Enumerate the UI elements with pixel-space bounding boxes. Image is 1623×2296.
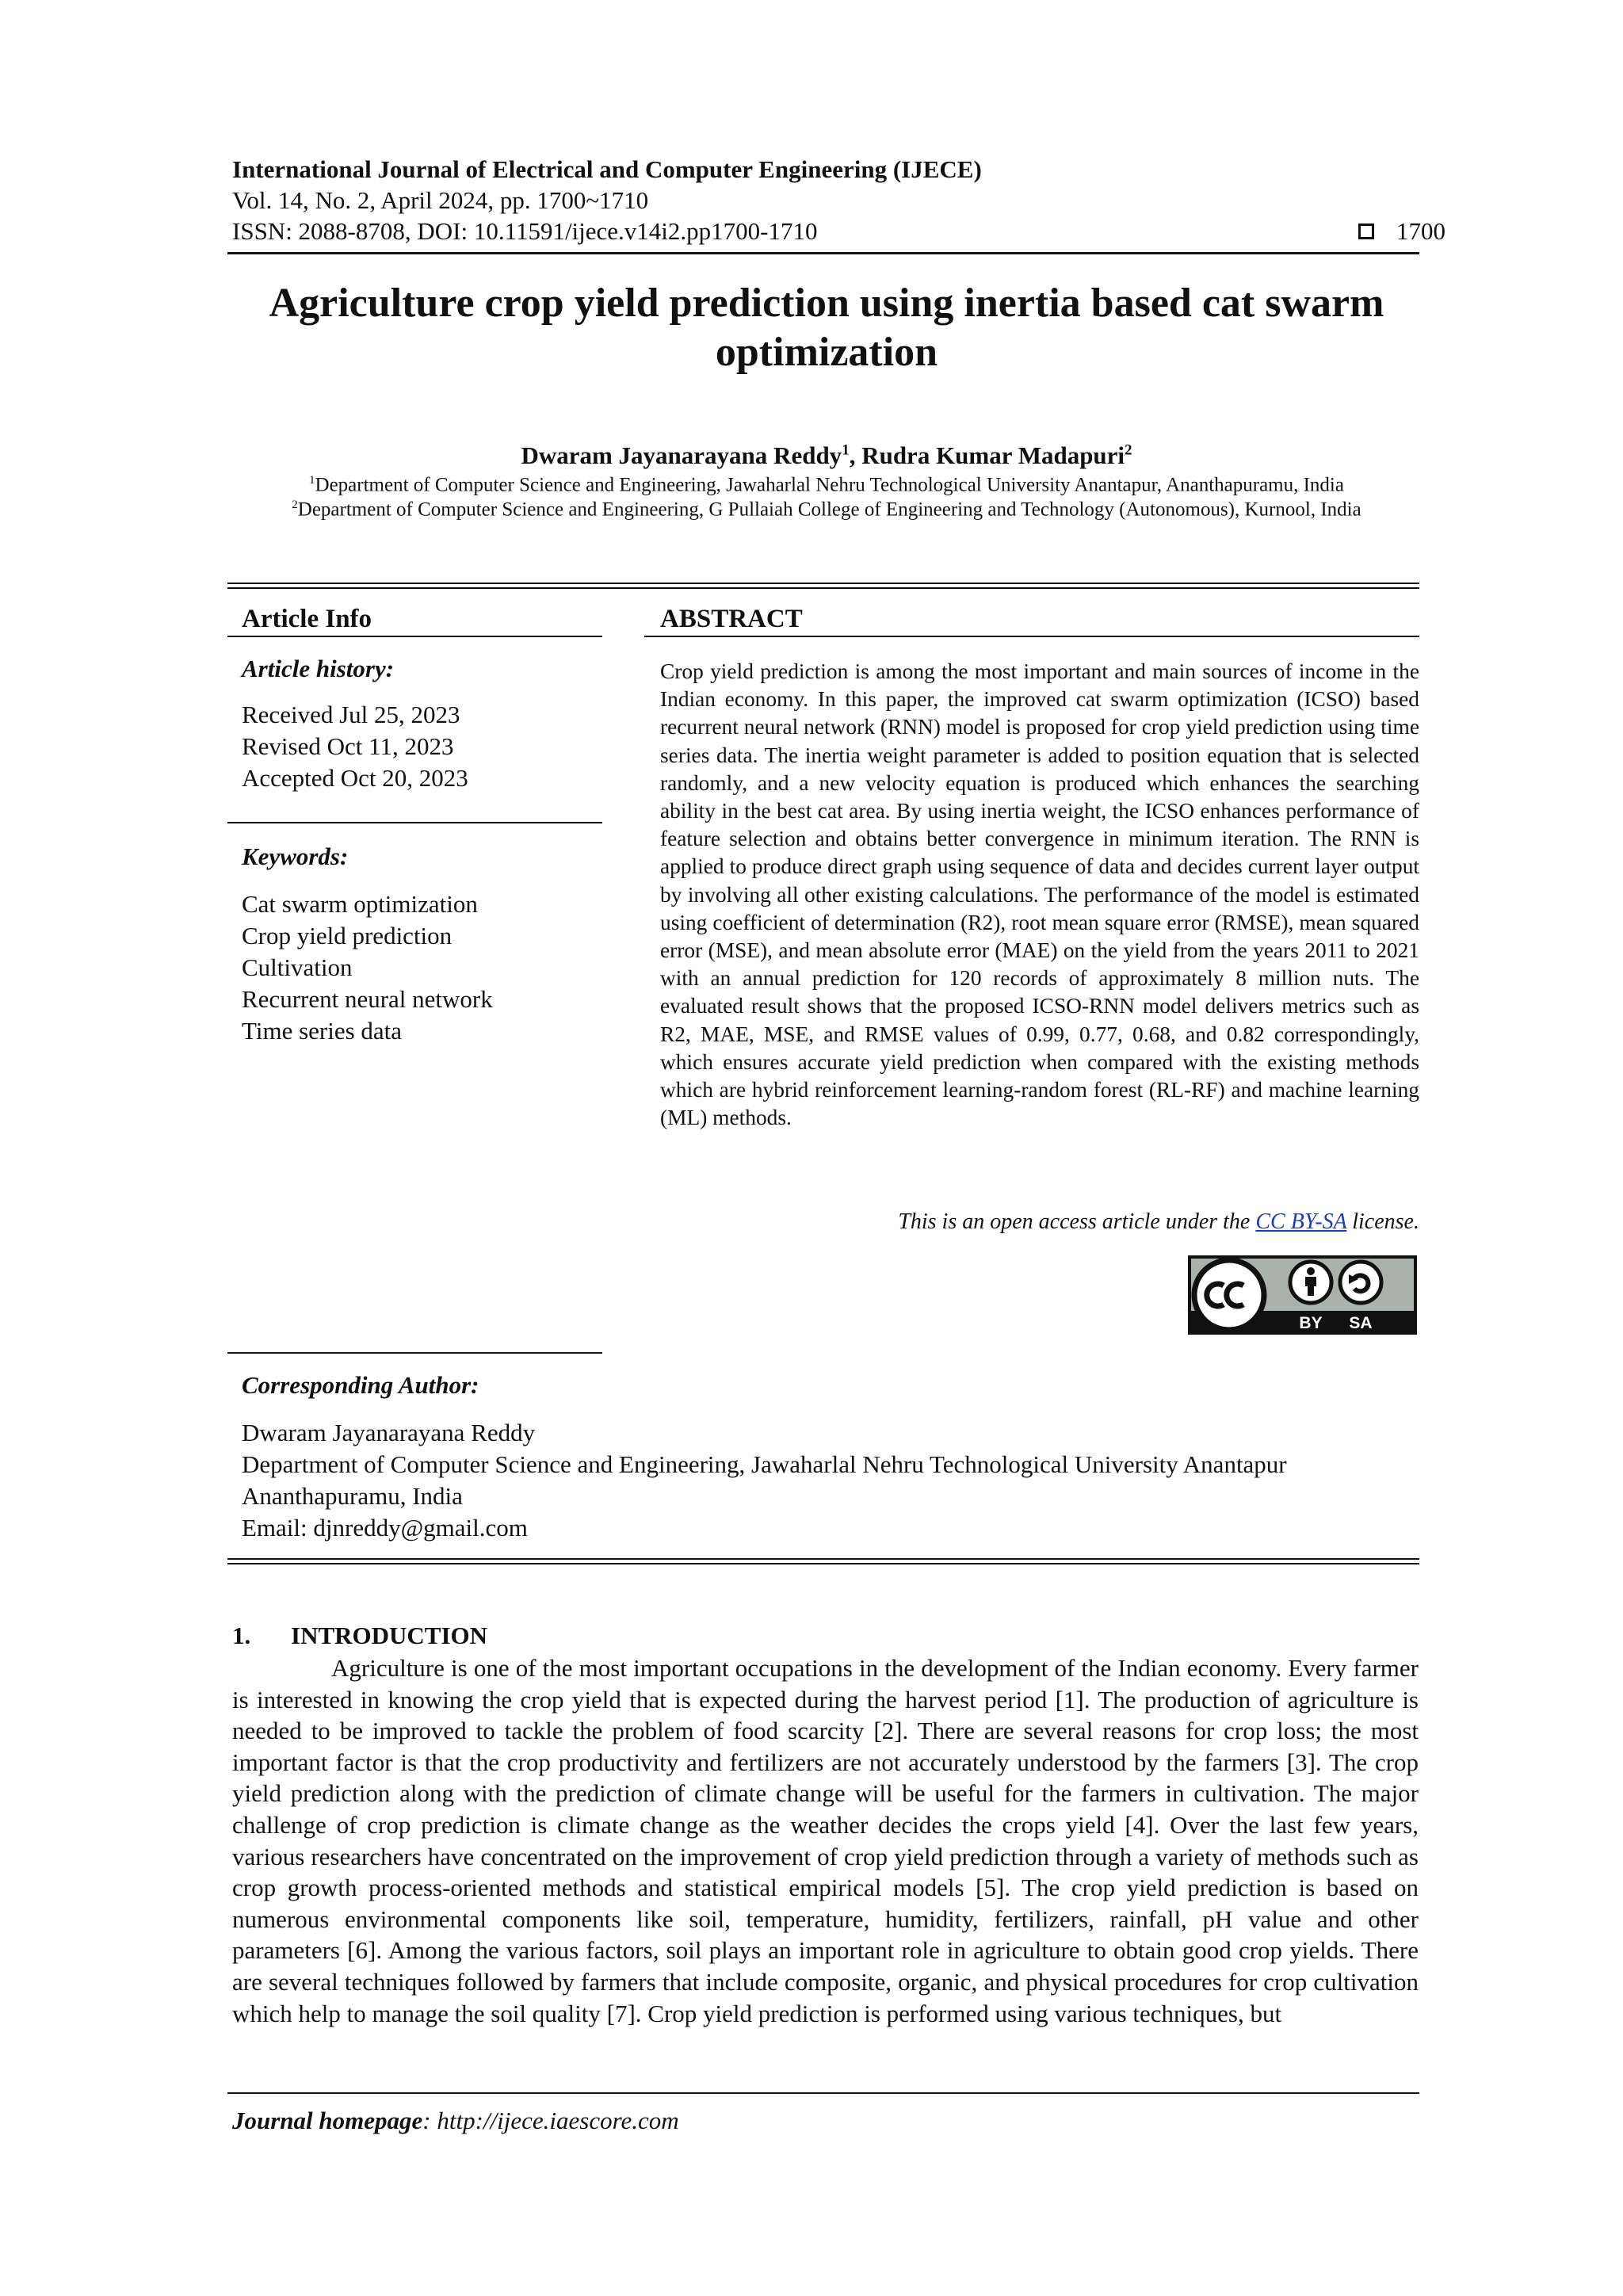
introduction-paragraph: Agriculture is one of the most important occupations in the development of the Indian economy. Every farmer is interested in knowing the crop yield that is expected during the harvest period [1]. The production of agriculture is needed to be improved to tackle the problem of food scarcity [2]. There are several reasons for crop loss; the most important factor is that the crop productivity and fertilizers are not accurately understood by the farmers [3]. The crop yield prediction along with the prediction of climate change will be useful for the farmers in cultivation. The major challenge of crop prediction is climate change as the weather decides the crops yield [4]. Over the last few years, various researchers have concentrated on the improvement of crop yield prediction through a variety of methods such as crop growth process-oriented methods and statistical empirical models [5]. The crop yield prediction is based on numerous environmental components like soil, temperature, humidity, fertilizers, rainfall, pH value and other parameters [6]. Among the various factors, soil plays an important role in agriculture to obtain good crop yields. There are several techniques followed by farmers that include composite, organic, and physical procedures for crop cultivation which help to manage the soil quality [7]. Crop yield prediction is performed using various techniques, but (232, 1654, 1419, 2027)
homepage-sep: : (422, 2107, 437, 2134)
author-1-sup: 1 (842, 441, 850, 459)
affiliation-2-text: Department of Computer Science and Engineering, G Pullaiah College of Engineering and Technology (Autonomous), Kurnool, India (297, 499, 1361, 521)
article-info-heading: Article Info (242, 605, 372, 633)
title-line-2: optimization (715, 330, 938, 375)
keywords-heading: Keywords: (242, 842, 349, 870)
badge-by-label: BY (1299, 1314, 1323, 1332)
journal-homepage (232, 2107, 679, 2135)
title-line-1: Agriculture crop yield prediction using inertia based cat swarm (269, 281, 1384, 326)
corresponding-author-details (242, 1417, 1287, 1544)
affiliation-1-sup: 1 (309, 474, 315, 487)
square-box-icon (1358, 223, 1374, 239)
author-separator: , (849, 441, 862, 469)
page-number-block (1358, 217, 1445, 246)
cc-by-sa-badge[interactable] (1188, 1255, 1417, 1335)
page-number: 1700 (1396, 217, 1445, 245)
abstract-heading: ABSTRACT (660, 605, 803, 633)
article-history-list (242, 699, 468, 794)
info-top-rule-1 (227, 583, 1419, 584)
introduction-body (232, 1652, 1419, 2029)
info-bottom-rule-1 (227, 1558, 1419, 1560)
badge-sa-label: SA (1349, 1314, 1373, 1332)
author-1: Dwaram Jayanarayana Reddy (521, 441, 842, 469)
keywords-bottom-rule (227, 1352, 602, 1354)
license-statement (660, 1209, 1419, 1235)
homepage-url[interactable]: http://ijece.iaescore.com (437, 2107, 679, 2134)
affiliation-2-sup: 2 (292, 499, 298, 511)
corresponding-email: Email: djnreddy@gmail.com (242, 1514, 528, 1541)
keyword-item: Cat swarm optimization (242, 890, 478, 918)
keyword-item: Time series data (242, 1017, 403, 1045)
header-rule (227, 252, 1419, 254)
corresponding-city: Ananthapuramu, India (242, 1482, 463, 1510)
journal-issn-doi: ISSN: 2088-8708, DOI: 10.11591/ijece.v14i2.pp1700-1710 (232, 217, 818, 245)
keyword-item: Recurrent neural network (242, 985, 493, 1013)
info-top-rule-2 (227, 587, 1419, 589)
article-title (232, 279, 1421, 377)
author-2-sup: 2 (1125, 441, 1132, 459)
abstract-rule (644, 636, 1419, 637)
journal-name: International Journal of Electrical and Computer Engineering (IJECE) (232, 155, 982, 183)
keywords-list (242, 888, 493, 1047)
article-info-rule (227, 636, 602, 637)
homepage-label: Journal homepage (232, 2107, 423, 2134)
keyword-item: Cultivation (242, 953, 353, 981)
corresponding-name: Dwaram Jayanarayana Reddy (242, 1419, 536, 1446)
affiliation-1-text: Department of Computer Science and Engineering, Jawaharlal Nehru Technological University Anantapur, Ananthapuramu, India (315, 474, 1344, 496)
introduction-heading (232, 1622, 487, 1650)
history-accepted: Accepted Oct 20, 2023 (242, 764, 468, 792)
history-received: Received Jul 25, 2023 (242, 701, 460, 728)
info-bottom-rule-2 (227, 1563, 1419, 1564)
sa-share-alike-icon (1340, 1262, 1381, 1303)
license-suffix: license. (1346, 1209, 1419, 1234)
affiliation-2 (232, 499, 1421, 521)
section-number: 1. (232, 1622, 251, 1649)
keyword-item: Crop yield prediction (242, 922, 453, 949)
author-2: Rudra Kumar Madapuri (861, 441, 1125, 469)
section-title: INTRODUCTION (291, 1622, 488, 1649)
corresponding-department: Department of Computer Science and Engineering, Jawaharlal Nehru Technological University Anantapur (242, 1450, 1287, 1478)
by-attribution-icon (1290, 1262, 1331, 1303)
license-prefix: This is an open access article under the (898, 1209, 1256, 1234)
abstract-text: Crop yield prediction is among the most important and main sources of income in the Indian economy. In this paper, the improved cat swarm optimization (ICSO) based recurrent neural network (RNN) model is proposed for crop yield prediction using time series data. The inertia weight parameter is added to position equation that is selected randomly, and a new velocity equation is produced which enhances the searching ability in the best cat area. By using inertia weight, the ICSO enhances performance of feature selection and obtains better convergence in minimum iteration. The RNN is applied to produce direct graph using sequence of data and decides current layer output by involving all other existing calculations. The performance of the model is estimated using coefficient of determination (R2), root mean square error (RMSE), mean squared error (MSE), and mean absolute error (MAE) on the yield from the years 2011 to 2021 with an annual prediction for 120 records of approximately 8 million nuts. The evaluated result shows that the proposed ICSO-RNN model delivers metrics such as R2, MAE, MSE, and RMSE values of 0.99, 0.77, 0.68, and 0.82 correspondingly, which ensures accurate yield prediction when compared with the existing methods which are hybrid reinforcement learning-random forest (RL-RF) and machine learning (ML) methods. (660, 659, 1419, 1130)
history-rule (227, 822, 602, 823)
affiliation-1 (232, 474, 1421, 496)
journal-volume: Vol. 14, No. 2, April 2024, pp. 1700~1710 (232, 186, 649, 214)
footer-rule (227, 2092, 1419, 2094)
cc-by-sa-badge-graphic (1188, 1255, 1417, 1335)
corresponding-author-heading: Corresponding Author: (242, 1371, 479, 1399)
history-revised: Revised Oct 11, 2023 (242, 732, 454, 760)
article-history-heading: Article history: (242, 655, 395, 682)
authors (232, 441, 1421, 470)
cc-by-sa-link[interactable]: CC BY-SA (1255, 1209, 1347, 1234)
